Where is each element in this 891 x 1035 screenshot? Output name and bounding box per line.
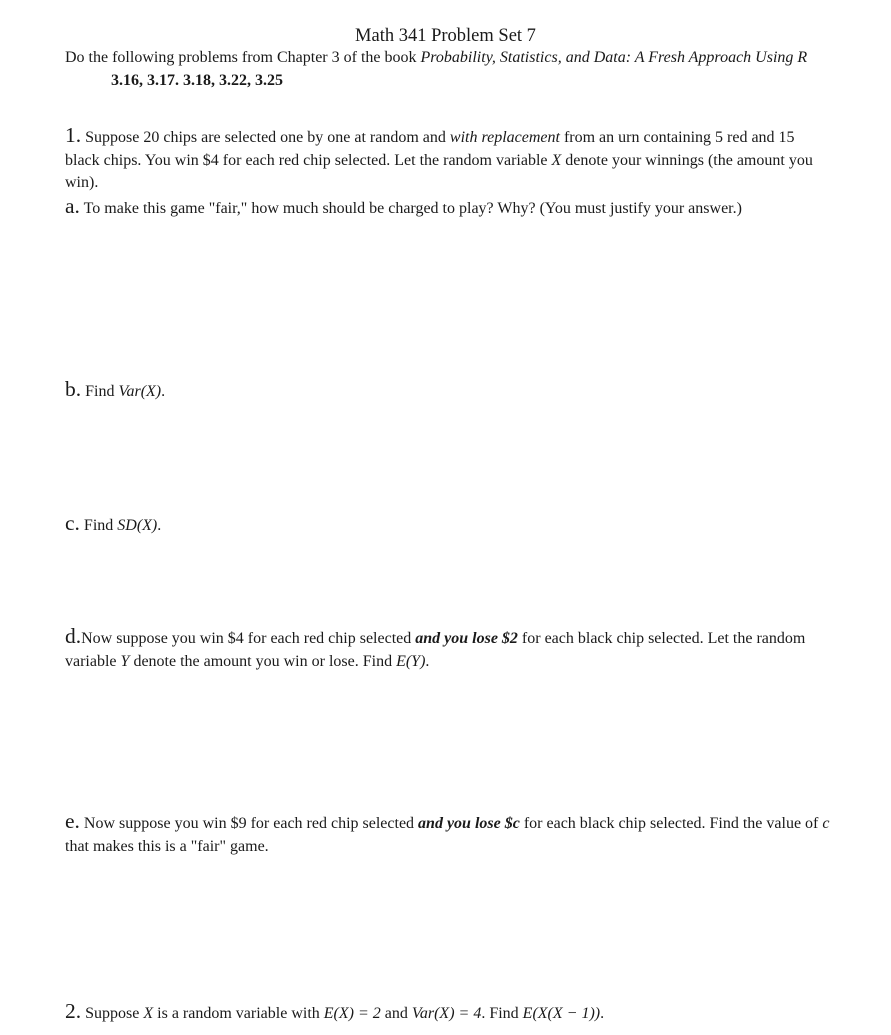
part-e	[65, 810, 830, 858]
problem-2-variable: X	[143, 1005, 154, 1022]
part-b	[65, 378, 830, 404]
problem-2-expectation: E(X) = 2	[323, 1005, 381, 1022]
problem-1-emphasis: with replacement	[449, 129, 560, 146]
problem-1-text-a: Suppose 20 chips are selected one by one at random and	[85, 129, 450, 146]
part-b-expression: Var(X)	[118, 383, 162, 400]
problem-1-number: 1.	[65, 123, 82, 147]
page-title: Math 341 Problem Set 7	[355, 26, 536, 46]
part-e-label: e.	[65, 809, 80, 833]
part-e-variable: c	[822, 815, 830, 832]
part-b-prefix: Find	[85, 383, 119, 400]
problem-2-text-c: and	[380, 1005, 412, 1022]
part-d	[65, 625, 830, 673]
part-b-label: b.	[65, 377, 82, 401]
part-a-label: a.	[65, 193, 80, 218]
assigned-problems: 3.16, 3.17. 3.18, 3.22, 3.25	[111, 71, 283, 89]
problem-2-suffix: .	[600, 1005, 605, 1022]
problem-1-text-b: from an urn containing 5 red and 15 black chips. You win $4 for each red chip selected. Let the random variable	[65, 129, 795, 169]
part-c	[65, 512, 830, 538]
problem-1-text-c: denote your winnings (the amount you win).	[65, 151, 813, 191]
problem-2	[65, 1000, 865, 1026]
part-c-expression: SD(X)	[117, 517, 158, 534]
part-d-expression: E(Y)	[396, 652, 426, 670]
intro-paragraph	[65, 47, 830, 92]
part-d-text-b: for each black chip selected. Let the random variable	[65, 630, 806, 670]
book-title: Probability, Statistics, and Data: A Fresh Approach Using R	[420, 49, 808, 66]
problem-2-target-expression: E(X(X − 1))	[522, 1005, 601, 1022]
problem-2-text-b: is a random variable with	[153, 1005, 324, 1022]
part-b-suffix: .	[161, 383, 166, 400]
intro-text: Do the following problems from Chapter 3 of the book	[65, 49, 421, 66]
problem-2-number: 2.	[65, 999, 82, 1023]
part-d-emphasis: and you lose $2	[415, 630, 518, 647]
part-d-text-a: Now suppose you win $4 for each red chip selected	[81, 630, 416, 647]
part-c-prefix: Find	[83, 517, 118, 534]
part-e-text-c: that makes this is a "fair" game.	[65, 837, 269, 855]
problem-1-variable: X	[551, 151, 562, 169]
part-c-label: c.	[65, 511, 80, 535]
part-e-emphasis: and you lose $c	[418, 815, 520, 832]
part-d-suffix: .	[425, 652, 430, 670]
part-d-text-c: denote the amount you win or lose. Find	[129, 652, 397, 670]
part-e-text-b: for each black chip selected. Find the value of	[519, 815, 823, 832]
part-e-text-a: Now suppose you win $9 for each red chip selected	[83, 815, 419, 832]
problem-2-variance: Var(X) = 4	[411, 1005, 482, 1022]
problem-2-text-d: . Find	[481, 1005, 523, 1022]
problem-2-text-a: Suppose	[85, 1005, 144, 1022]
problem-1	[65, 124, 830, 220]
part-d-label: d.	[65, 624, 82, 648]
part-c-suffix: .	[157, 517, 162, 534]
part-d-variable: Y	[120, 652, 130, 670]
part-a-text: To make this game "fair," how much should be charged to play? Why? (You must justify your answer.)	[83, 199, 742, 217]
